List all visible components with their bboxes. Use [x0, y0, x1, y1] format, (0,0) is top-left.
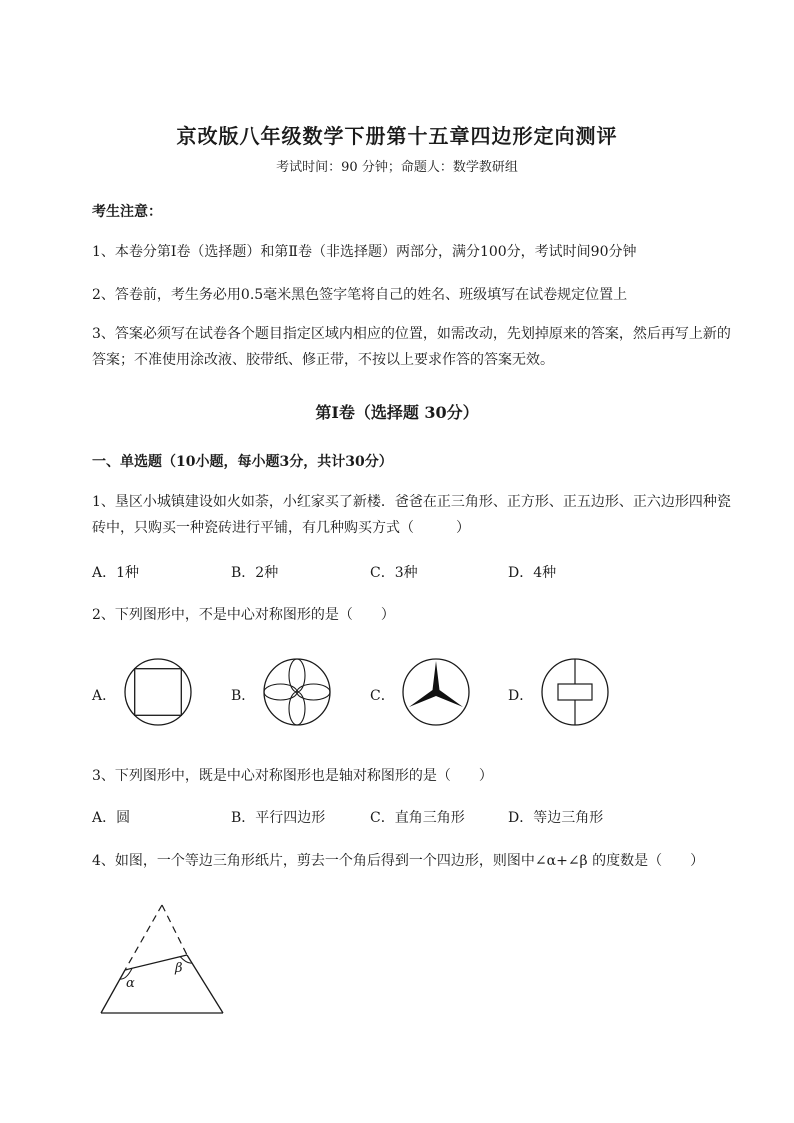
- question-1-text: 1、垦区小城镇建设如火如荼，小红家买了新楼．爸爸在正三角形、正方形、正五边形、正六边形四种瓷砖中，只购买一种瓷砖进行平铺，有几种购买方式（ ）: [92, 494, 731, 536]
- q2-option-a[interactable]: A．: [92, 688, 117, 704]
- q1-option-b[interactable]: B．2种: [231, 565, 279, 581]
- notice-heading: 考生注意：: [92, 204, 162, 220]
- q3-option-b[interactable]: B．平行四边形: [231, 810, 326, 826]
- q3-option-a[interactable]: A．圆: [92, 810, 131, 826]
- q2-figure-d: [540, 657, 610, 727]
- section-title: 第Ⅰ卷（选择题 30分）: [315, 403, 479, 422]
- q4-triangle-figure: [95, 900, 235, 1020]
- beta-label: β: [175, 961, 183, 976]
- exam-info: 考试时间：90 分钟；命题人：数学教研组: [276, 160, 518, 175]
- notice-item-2: 2、答卷前，考生务必用0.5毫米黑色签字笔将自己的姓名、班级填写在试卷规定位置上: [92, 287, 628, 303]
- q2-option-b[interactable]: B．: [231, 688, 256, 704]
- section-subheading: 一、单选题（10小题，每小题3分，共计30分）: [92, 454, 393, 470]
- alpha-label: α: [126, 976, 135, 991]
- question-3-text: 3、下列图形中，既是中心对称图形也是轴对称图形的是（ ）: [92, 768, 493, 784]
- q2-figure-c: [401, 657, 471, 727]
- q3-option-c[interactable]: C．直角三角形: [370, 810, 465, 826]
- question-4-text: 4、如图，一个等边三角形纸片，剪去一个角后得到一个四边形，则图中∠α+∠β 的度数是（ ）: [92, 853, 705, 869]
- q1-option-a[interactable]: A．1种: [92, 565, 140, 581]
- q2-figure-a: [123, 657, 193, 727]
- q3-option-d[interactable]: D．等边三角形: [508, 810, 604, 826]
- page-title: 京改版八年级数学下册第十五章四边形定向测评: [176, 124, 618, 148]
- notice-item-3: 3、答案必须写在试卷各个题目指定区域内相应的位置，如需改动，先划掉原来的答案，然后再写上新的答案；不准使用涂改液、胶带纸、修正带，不按以上要求作答的答案无效。: [92, 326, 731, 368]
- notice-item-1: 1、本卷分第Ⅰ卷（选择题）和第Ⅱ卷（非选择题）两部分，满分100分，考试时间90分钟: [92, 244, 637, 260]
- q2-option-c[interactable]: C．: [370, 688, 395, 704]
- question-2-text: 2、下列图形中，不是中心对称图形的是（ ）: [92, 607, 395, 623]
- q1-option-d[interactable]: D．4种: [508, 565, 557, 581]
- q2-option-d[interactable]: D．: [508, 688, 534, 704]
- q1-option-c[interactable]: C．3种: [370, 565, 418, 581]
- q2-figure-b: [262, 657, 332, 727]
